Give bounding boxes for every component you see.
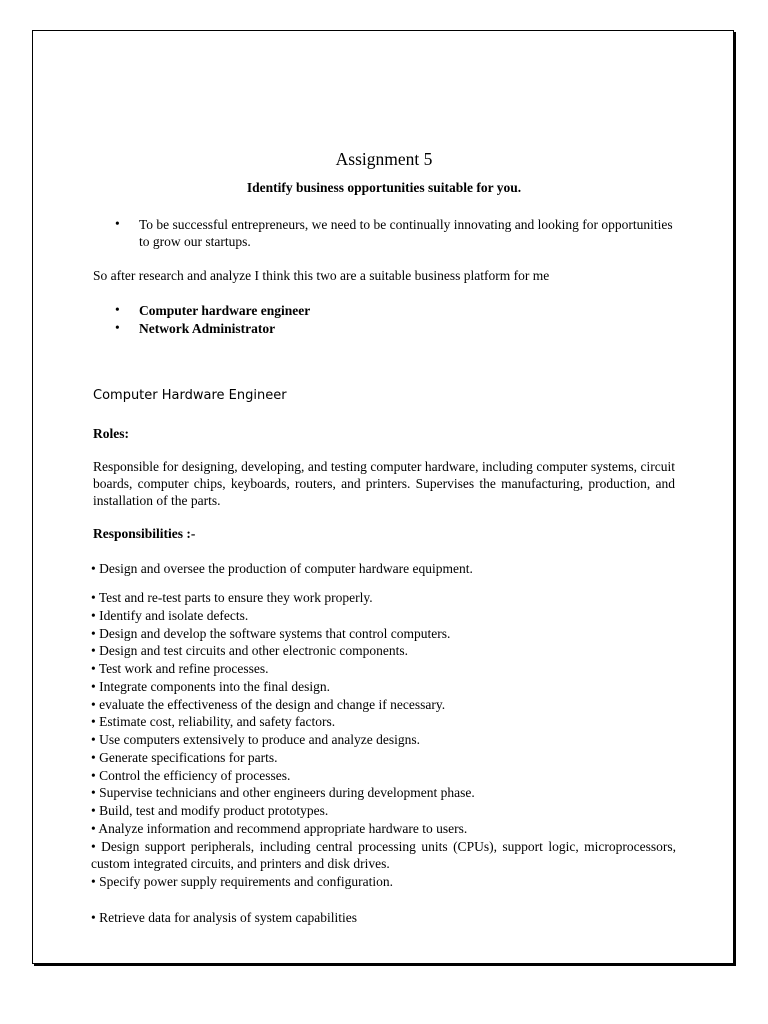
list-item: • Design support peripherals, including central processing units (CPUs), support logic, microprocessors, custom integrated circuits, and printers and disk drives. xyxy=(91,838,676,872)
bullet-symbol: • xyxy=(115,302,120,317)
bullet-symbol: • xyxy=(115,216,120,231)
platform-bullet-hardware-engineer: Computer hardware engineer xyxy=(139,303,311,318)
intro-bullet-text: To be successful entrepreneurs, we need to be continually innovating and looking for opportunities to grow our startups. xyxy=(139,217,673,249)
list-item: • Design and develop the software systems that control computers. xyxy=(91,625,451,641)
roles-heading: Roles: xyxy=(93,426,129,441)
list-item: • Analyze information and recommend appropriate hardware to users. xyxy=(91,820,468,836)
platform-bullet-network-admin: Network Administrator xyxy=(139,321,276,336)
list-item: • Control the efficiency of processes. xyxy=(91,767,291,783)
list-item: • Supervise technicians and other engineers during development phase. xyxy=(91,785,475,801)
responsibility-first-item: • Design and oversee the production of computer hardware equipment. xyxy=(91,561,473,576)
document-title: Assignment 5 xyxy=(335,149,433,169)
list-item: • Use computers extensively to produce and analyze designs. xyxy=(91,732,421,747)
responsibilities-heading: Responsibilities :- xyxy=(93,526,196,541)
roles-paragraph: Responsible for designing, developing, and testing computer hardware, including computer systems, circuit boards, computer chips, keyboards, routers, and printers. Supervises the manufacturing, production, and installation of the parts. xyxy=(93,459,675,508)
list-item: • Test and re-test parts to ensure they work properly. xyxy=(91,590,373,605)
list-item: • Integrate components into the final design. xyxy=(91,678,331,694)
list-item: • Identify and isolate defects. xyxy=(91,607,249,623)
list-item: • Test work and refine processes. xyxy=(91,661,269,676)
list-item: • Build, test and modify product prototypes. xyxy=(91,803,329,818)
list-item: • Design and test circuits and other electronic components. xyxy=(91,643,409,659)
responsibilities-list xyxy=(91,589,676,891)
research-statement: So after research and analyze I think this two are a suitable business platform for me xyxy=(93,268,550,283)
list-item: • Estimate cost, reliability, and safety factors. xyxy=(91,714,336,730)
bullet-symbol: • xyxy=(115,320,120,335)
list-item: • evaluate the effectiveness of the design and change if necessary. xyxy=(91,696,446,712)
list-item: • Specify power supply requirements and configuration. xyxy=(91,874,394,889)
responsibility-last-item: • Retrieve data for analysis of system capabilities xyxy=(91,910,358,925)
list-item: • Generate specifications for parts. xyxy=(91,749,278,765)
section-heading: Computer Hardware Engineer xyxy=(93,388,287,403)
document-subtitle: Identify business opportunities suitable for you. xyxy=(246,180,522,195)
